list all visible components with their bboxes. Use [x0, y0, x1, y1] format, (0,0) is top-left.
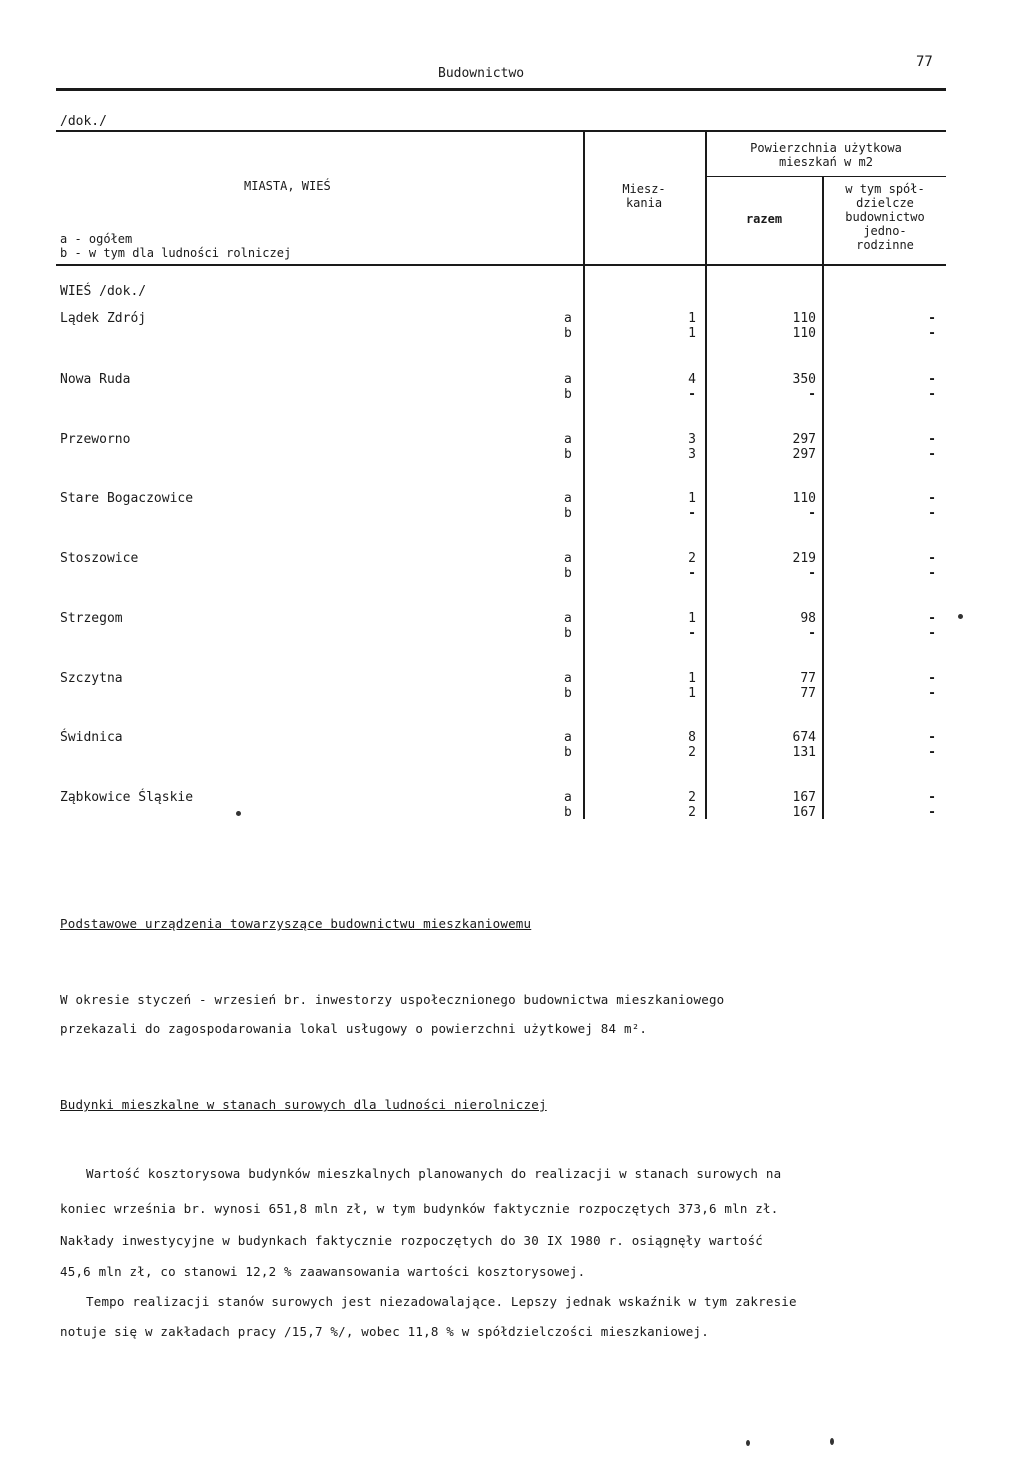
row-name: Strzegom	[60, 611, 123, 626]
row-marker-a: a	[564, 491, 572, 506]
col-rule-3	[822, 177, 824, 819]
cell-coop-a: -	[928, 372, 936, 387]
cell-dwellings-b: -	[688, 626, 696, 641]
col-header-area-coop: w tym spół- dzielcze budownictwo jedno- rodzinne	[845, 182, 925, 252]
cell-area-b: 77	[800, 686, 816, 701]
legend-a: a - ogółem	[60, 232, 133, 246]
paragraph-line: Wartość kosztorysowa budynków mieszkalnych planowanych do realizacji w stanach surowych na	[86, 1166, 782, 1181]
cell-coop-b: -	[928, 745, 936, 760]
cell-dwellings-a: 2	[688, 790, 696, 805]
cell-dwellings-b: -	[688, 387, 696, 402]
col-rule-2	[705, 131, 707, 819]
row-marker-a: a	[564, 671, 572, 686]
cell-dwellings-b: 1	[688, 686, 696, 701]
cell-coop-a: -	[928, 551, 936, 566]
paragraph-line: Nakłady inwestycyjne w budynkach faktycznie rozpoczętych do 30 IX 1980 r. osiągnęły wartość	[60, 1233, 764, 1248]
row-marker-a: a	[564, 311, 572, 326]
cell-coop-a: -	[928, 611, 936, 626]
cell-coop-b: -	[928, 326, 936, 341]
cell-coop-b: -	[928, 447, 936, 462]
row-marker-b: b	[564, 566, 572, 581]
row-name: Ząbkowice Śląskie	[60, 790, 194, 805]
header-rule	[56, 88, 946, 91]
cell-area-a: 110	[792, 311, 816, 326]
running-title: Budownictwo	[438, 66, 525, 81]
paragraph-line: W okresie styczeń - wrzesień br. inwestorzy uspołecznionego budownictwa mieszkaniowego	[60, 992, 725, 1007]
stub-title: MIASTA, WIEŚ	[244, 179, 331, 193]
cell-coop-a: -	[928, 491, 936, 506]
row-marker-b: b	[564, 745, 572, 760]
section-heading-facilities: Podstawowe urządzenia towarzyszące budownictwu mieszkaniowemu	[60, 916, 532, 931]
cell-area-a: 297	[792, 432, 816, 447]
cell-area-a: 674	[792, 730, 816, 745]
cell-dwellings-a: 2	[688, 551, 696, 566]
row-marker-a: a	[564, 432, 572, 447]
cell-area-b: -	[808, 387, 816, 402]
row-marker-a: a	[564, 730, 572, 745]
row-marker-b: b	[564, 686, 572, 701]
cell-dwellings-a: 8	[688, 730, 696, 745]
col-header-dwellings: Miesz- kania	[622, 182, 666, 210]
table-top-rule	[56, 130, 946, 132]
cell-dwellings-a: 1	[688, 611, 696, 626]
cell-area-b: 110	[792, 326, 816, 341]
cell-dwellings-b: 1	[688, 326, 696, 341]
cell-dwellings-b: 2	[688, 805, 696, 820]
cell-area-b: 167	[792, 805, 816, 820]
row-name: Nowa Ruda	[60, 372, 131, 387]
row-marker-a: a	[564, 551, 572, 566]
continued-label: /dok./	[60, 114, 107, 129]
cell-coop-a: -	[928, 311, 936, 326]
cell-area-b: -	[808, 506, 816, 521]
cell-dwellings-b: 2	[688, 745, 696, 760]
cell-dwellings-a: 1	[688, 671, 696, 686]
row-marker-b: b	[564, 626, 572, 641]
cell-coop-a: -	[928, 432, 936, 447]
row-marker-b: b	[564, 447, 572, 462]
row-name: Stare Bogaczowice	[60, 491, 194, 506]
row-marker-b: b	[564, 326, 572, 341]
scan-speck	[830, 1438, 834, 1445]
paragraph-line: przekazali do zagospodarowania lokal usługowy o powierzchni użytkowej 84 m².	[60, 1021, 648, 1036]
cell-dwellings-a: 1	[688, 311, 696, 326]
row-name: Stoszowice	[60, 551, 139, 566]
cell-coop-b: -	[928, 686, 936, 701]
cell-coop-b: -	[928, 805, 936, 820]
section-heading-raw-buildings: Budynki mieszkalne w stanach surowych dla ludności nierolniczej	[60, 1097, 547, 1112]
paragraph-line: notuje się w zakładach pracy /15,7 %/, wobec 11,8 % w spółdzielczości mieszkaniowej.	[60, 1324, 709, 1339]
cell-coop-a: -	[928, 730, 936, 745]
section-label-village: WIEŚ /dok./	[60, 284, 147, 299]
cell-area-a: 219	[792, 551, 816, 566]
cell-area-a: 110	[792, 491, 816, 506]
cell-dwellings-b: -	[688, 506, 696, 521]
paragraph-line: 45,6 mln zł, co stanowi 12,2 % zaawansowania wartości kosztorysowej.	[60, 1264, 586, 1279]
area-group-rule	[706, 176, 946, 177]
cell-area-a: 350	[792, 372, 816, 387]
cell-coop-b: -	[928, 566, 936, 581]
cell-area-b: 131	[792, 745, 816, 760]
row-marker-a: a	[564, 372, 572, 387]
cell-coop-b: -	[928, 506, 936, 521]
row-marker-b: b	[564, 506, 572, 521]
legend-b: b - w tym dla ludności rolniczej	[60, 246, 292, 260]
scan-speck	[236, 811, 241, 816]
col-rule-1	[583, 131, 585, 819]
cell-coop-b: -	[928, 387, 936, 402]
col-header-area-group: Powierzchnia użytkowa mieszkań w m2	[750, 141, 902, 169]
cell-area-a: 167	[792, 790, 816, 805]
paragraph-line: Tempo realizacji stanów surowych jest niezadowalające. Lepszy jednak wskaźnik w tym zakresie	[86, 1294, 797, 1309]
col-header-area-total: razem	[745, 212, 783, 226]
cell-coop-b: -	[928, 626, 936, 641]
cell-area-a: 98	[800, 611, 816, 626]
cell-dwellings-a: 3	[688, 432, 696, 447]
row-marker-a: a	[564, 790, 572, 805]
cell-area-a: 77	[800, 671, 816, 686]
row-marker-b: b	[564, 805, 572, 820]
cell-coop-a: -	[928, 790, 936, 805]
header-bottom-rule	[56, 264, 946, 266]
page-number: 77	[916, 54, 933, 70]
row-marker-a: a	[564, 611, 572, 626]
row-marker-b: b	[564, 387, 572, 402]
scan-speck	[746, 1440, 750, 1446]
cell-area-b: 297	[792, 447, 816, 462]
cell-dwellings-b: 3	[688, 447, 696, 462]
paragraph-line: koniec września br. wynosi 651,8 mln zł, w tym budynków faktycznie rozpoczętych 373,6 mln zł.	[60, 1201, 779, 1216]
cell-dwellings-a: 4	[688, 372, 696, 387]
cell-dwellings-b: -	[688, 566, 696, 581]
row-name: Lądek Zdrój	[60, 311, 147, 326]
row-name: Świdnica	[60, 730, 123, 745]
row-name: Szczytna	[60, 671, 123, 686]
cell-coop-a: -	[928, 671, 936, 686]
cell-area-b: -	[808, 566, 816, 581]
row-name: Przeworno	[60, 432, 131, 447]
cell-area-b: -	[808, 626, 816, 641]
cell-dwellings-a: 1	[688, 491, 696, 506]
scan-speck	[958, 614, 963, 619]
